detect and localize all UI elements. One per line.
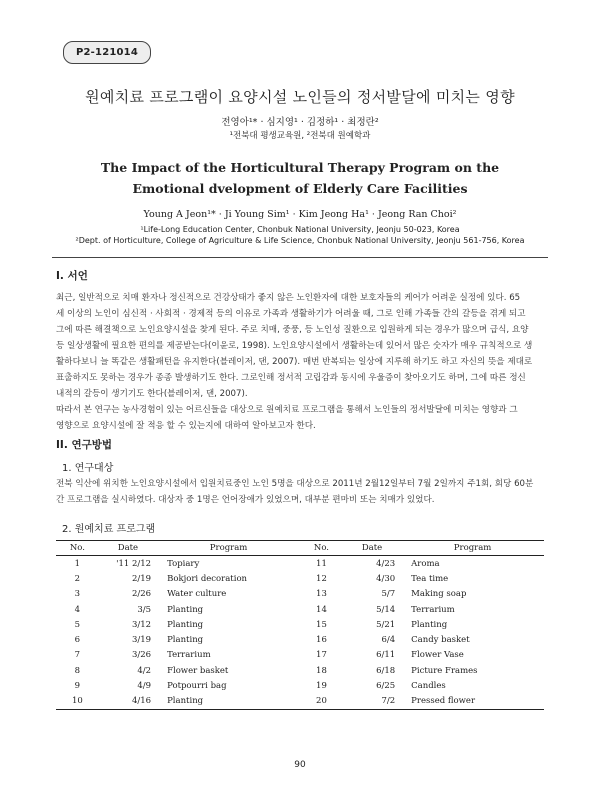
table-cell: 6: [74, 635, 81, 646]
header-divider: [52, 257, 548, 258]
table-cell: 8: [74, 665, 81, 676]
table-cell: 13: [316, 589, 327, 600]
text-line: 전북 익산에 위치한 노인요양시설에서 입원치료중인 노인 5명을 대상으로 2011년 2월12일부터 7월 2일까지 주1회, 회당 60분: [56, 479, 534, 489]
table-cell: 5/21: [376, 619, 396, 630]
column-header-date: Date: [99, 541, 157, 556]
table-cell: Water culture: [167, 589, 227, 600]
korean-authors: 전영아¹* · 심지영¹ · 김정하¹ · 최정란²: [221, 117, 379, 128]
table-cell: 19: [316, 681, 327, 692]
table-cell: Picture Frames: [411, 665, 478, 676]
text-line: 영향으로 요양시설에 잘 적응 할 수 있는지에 대하여 알아보고자 한다.: [56, 421, 316, 431]
english-title-line1: The Impact of the Horticultural Therapy Program on the: [100, 160, 500, 175]
text-line: 내적의 갈등이 생기기도 한다(블레이저, 댄, 2007).: [56, 389, 248, 399]
table-cell: Terrarium: [411, 604, 455, 615]
table-cell: 3/19: [131, 635, 152, 646]
table-cell: Aroma: [411, 558, 440, 569]
table-cell: 6/11: [376, 650, 396, 661]
table-cell: 5/14: [376, 604, 396, 615]
text-line: 따라서 본 연구는 농사경험이 있는 어르신들을 대상으로 원예치료 프로그램을 통해서 노인들의 정서발달에 미치는 영향과 그: [56, 405, 518, 415]
table-cell: 16: [316, 635, 327, 646]
table-cell: Planting: [167, 604, 204, 615]
introduction-paragraph-1: [56, 290, 544, 402]
table-row: [56, 602, 544, 617]
table-cell: Planting: [411, 619, 448, 630]
table-row: [56, 587, 544, 602]
table-cell: 4/16: [99, 694, 157, 710]
text-line: 간 프로그램을 실시하였다. 대상자 중 1명은 언어장애가 있었으며, 대부분 편마비 또는 치매가 있었다.: [56, 495, 435, 505]
table-header-row: [56, 541, 544, 556]
table-cell: 5/7: [381, 589, 396, 600]
table-cell: Pressed flower: [401, 694, 544, 710]
text-line: 세 이상의 노인이 심신적 · 사회적 · 경제적 등의 이유로 가족과 생활하기가 어려울 때, 그로 인해 가족들 간의 갈등을 겪게 되고: [56, 309, 526, 319]
table-cell: Candy basket: [411, 635, 470, 646]
english-title-line2: Emotional dvelopment of Elderly Care Facilities: [132, 181, 468, 196]
table-cell: 6/18: [376, 665, 396, 676]
table-cell: 4/9: [137, 681, 152, 692]
abstract-id-badge: P2-121014: [63, 41, 151, 64]
text-line: 그에 따른 해결책으로 노인요양시설을 찾게 된다. 주로 치매, 중풍, 등 노인성 질환으로 입원하게 되는 경우가 많으며 급식, 요양: [56, 325, 529, 335]
text-line: 등 일상생활에 필요한 편의를 제공받는다(이윤로, 1998). 노인요양시설에서 생활하는데 있어서 많은 숫자가 매우 규칙적으로 생: [56, 341, 533, 351]
table-cell: Planting: [167, 635, 204, 646]
table-cell: Planting: [157, 694, 300, 710]
table-cell: 11: [316, 558, 327, 569]
table-cell: 6/4: [381, 635, 396, 646]
table-cell: '11 2/12: [116, 558, 152, 569]
english-affiliation-1: ¹Life-Long Education Center, Chonbuk National University, Jeonju 50-023, Korea: [140, 225, 460, 234]
table-cell: Terrarium: [167, 650, 211, 661]
table-cell: 2/26: [131, 589, 152, 600]
table-cell: Planting: [167, 619, 204, 630]
column-header-no: No.: [300, 541, 343, 556]
table-cell: 20: [300, 694, 343, 710]
table-row: [56, 571, 544, 586]
section-heading-introduction: I. 서언: [56, 270, 88, 282]
table-cell: 15: [316, 619, 327, 630]
table-cell: Making soap: [411, 589, 467, 600]
table-cell: 12: [316, 573, 327, 584]
introduction-paragraph-2: [56, 402, 544, 434]
english-authors: Young A Jeon¹* · Ji Young Sim¹ · Kim Jeong Ha¹ · Jeong Ran Choi²: [143, 209, 457, 220]
page-number: 90: [294, 760, 306, 770]
column-header-date: Date: [343, 541, 401, 556]
table-cell: 2: [74, 573, 81, 584]
table-cell: 14: [316, 604, 327, 615]
column-header-program: Program: [157, 541, 300, 556]
table-cell: 4/30: [376, 573, 396, 584]
table-cell: 7: [74, 650, 81, 661]
table-row: [56, 648, 544, 663]
table-cell: 6/25: [376, 681, 396, 692]
table-row: [56, 632, 544, 647]
subsection-heading-program: 2. 원예치료 프로그램: [62, 524, 156, 535]
table-cell: 17: [316, 650, 327, 661]
table-cell: 4/23: [376, 558, 396, 569]
column-header-program: Program: [401, 541, 544, 556]
table-cell: 10: [56, 694, 99, 710]
table-cell: 7/2: [343, 694, 401, 710]
table-cell: 18: [316, 665, 327, 676]
text-line: 최근, 일반적으로 치매 환자나 정신적으로 건강상태가 좋지 않은 노인환자에 대한 보호자들의 케어가 어려운 실정에 있다. 65: [56, 293, 521, 303]
table-row: [56, 556, 544, 572]
korean-affiliations: ¹전북대 평생교육원, ²전북대 원예학과: [229, 131, 371, 141]
table-cell: 3/5: [137, 604, 152, 615]
program-table: [56, 540, 544, 710]
table-row: [56, 617, 544, 632]
table-cell: 3: [74, 589, 81, 600]
table-cell: 4: [74, 604, 81, 615]
text-line: 표출하지도 못하는 경우가 종종 발생하기도 한다. 그로인해 정서적 고립감과 동시에 우울증이 찾아오기도 하며, 그에 따른 정신: [56, 373, 526, 383]
table-row: [56, 663, 544, 678]
table-cell: Topiary: [167, 558, 200, 569]
table-cell: 2/19: [131, 573, 152, 584]
korean-title: 원예치료 프로그램이 요양시설 노인들의 정서발달에 미치는 영향: [85, 88, 515, 106]
table-row: [56, 694, 544, 710]
section-heading-methods: II. 연구방법: [56, 439, 113, 451]
column-header-no: No.: [56, 541, 99, 556]
table-cell: Flower Vase: [411, 650, 464, 661]
table-row: [56, 678, 544, 693]
table-cell: 3/12: [131, 619, 152, 630]
table-cell: 9: [74, 681, 81, 692]
table-cell: 1: [74, 558, 81, 569]
subsection-heading-subjects: 1. 연구대상: [62, 463, 114, 474]
text-line: 활하다보니 늘 똑같은 생활패턴을 유지한다(블레이저, 댄, 2007). 매번 반복되는 일상에 지루해 하기도 하고 자신의 뜻을 제대로: [56, 357, 533, 367]
table-cell: 5: [74, 619, 81, 630]
table-cell: 3/26: [131, 650, 152, 661]
subjects-paragraph: [56, 476, 544, 508]
table-cell: Bokjori decoration: [167, 573, 248, 584]
table-cell: Flower basket: [167, 665, 229, 676]
table-cell: Tea time: [411, 573, 449, 584]
english-affiliation-2: ²Dept. of Horticulture, College of Agriculture & Life Science, Chonbuk National University, Jeonju 561-756, Korea: [75, 236, 525, 245]
table-cell: Candles: [411, 681, 446, 692]
table-cell: Potpourri bag: [167, 681, 227, 692]
table-cell: 4/2: [137, 665, 152, 676]
